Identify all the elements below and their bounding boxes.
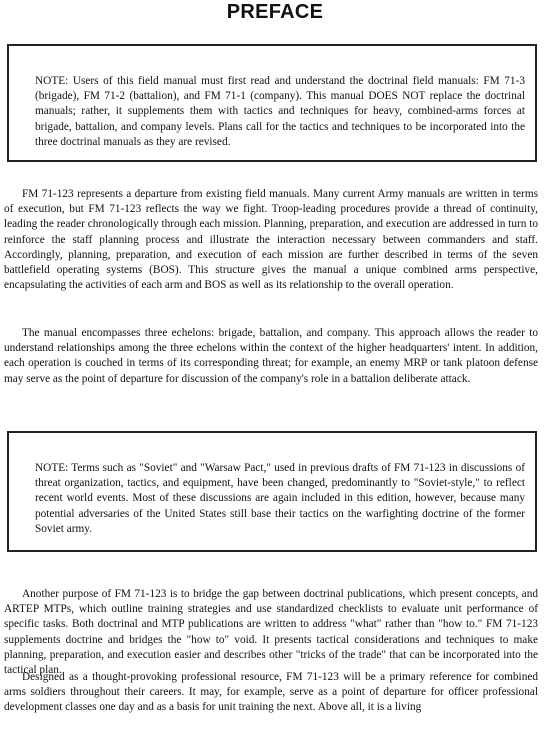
note-box-terms	[7, 431, 537, 552]
page-title: PREFACE	[226, 1, 324, 23]
note-text-doctrinal: NOTE: Users of this field manual must first read and understand the doctrinal field manuals: FM 71-3 (brigade), FM 71-2 (battalion), and FM 71-1 (company). This manual DOES NOT replace the doctrinal manuals; rather, it supplements them with tactics and techniques for heavy, combined-arms forces at brigade, battalion, and company levels. Plans call for the tactics and techniques to be incorporated into the three doctrinal manuals as they are revised.	[35, 75, 525, 148]
paragraph-resource: Designed as a thought-provoking professional resource, FM 71-123 will be a primary reference for combined arms soldiers throughout their careers. It may, for example, serve as a point of departure for officer professional development classes one day and as a basis for unit training the next. Above all, it is a living	[4, 671, 538, 714]
paragraph-echelons: The manual encompasses three echelons: brigade, battalion, and company. This approach allows the reader to understand relationships among the three echelons within the context of the higher headquarters' intent. In addition, each operation is couched in terms of its corresponding threat; for example, an enemy MRP or tank platoon defense may serve as the point of departure for discussion of the company's role in a battalion deliberate attack.	[4, 327, 538, 385]
paragraph-departure: FM 71-123 represents a departure from existing field manuals. Many current Army manuals are written in terms of execution, but FM 71-123 reflects the way we fight. Troop-leading procedures provide a thread of continuity, leading the reader chronologically through each mission. Planning, preparation, and execution are addressed in turn to reinforce the staff planning process and illustrate the interaction necessary between commanders and staff. Accordingly, planning, preparation, and execution of each mission are further described in terms of the seven battlefield operating systems (BOS). This structure gives the manual a unique combined arms perspective, encapsulating the activities of each arm and BOS as well as its relationship to the overall operation.	[4, 188, 538, 292]
note-box-doctrinal	[7, 44, 537, 162]
note-text-terms: NOTE: Terms such as "Soviet" and "Warsaw Pact," used in previous drafts of FM 71-123 in discussions of threat organization, tactics, and equipment, have been changed, predominantly to "Soviet-style," to reflect recent world events. Most of these discussions are again included in this edition, however, because many potential adversaries of the United States still base their tactics on the warfighting doctrine of the former Soviet army.	[35, 462, 525, 535]
paragraph-purpose: Another purpose of FM 71-123 is to bridge the gap between doctrinal publications, which present concepts, and ARTEP MTPs, which outline training strategies and use standardized checklists to evaluate unit performance of specific tasks. Both doctrinal and MTP publications are written to address "what" rather than "how to." FM 71-123 supplements doctrine and bridges the "how to" void. It presents tactical considerations and techniques to make planning, preparation, and execution easier and describes other "tricks of the trade" that can be incorporated into the tactical plan.	[4, 588, 538, 677]
